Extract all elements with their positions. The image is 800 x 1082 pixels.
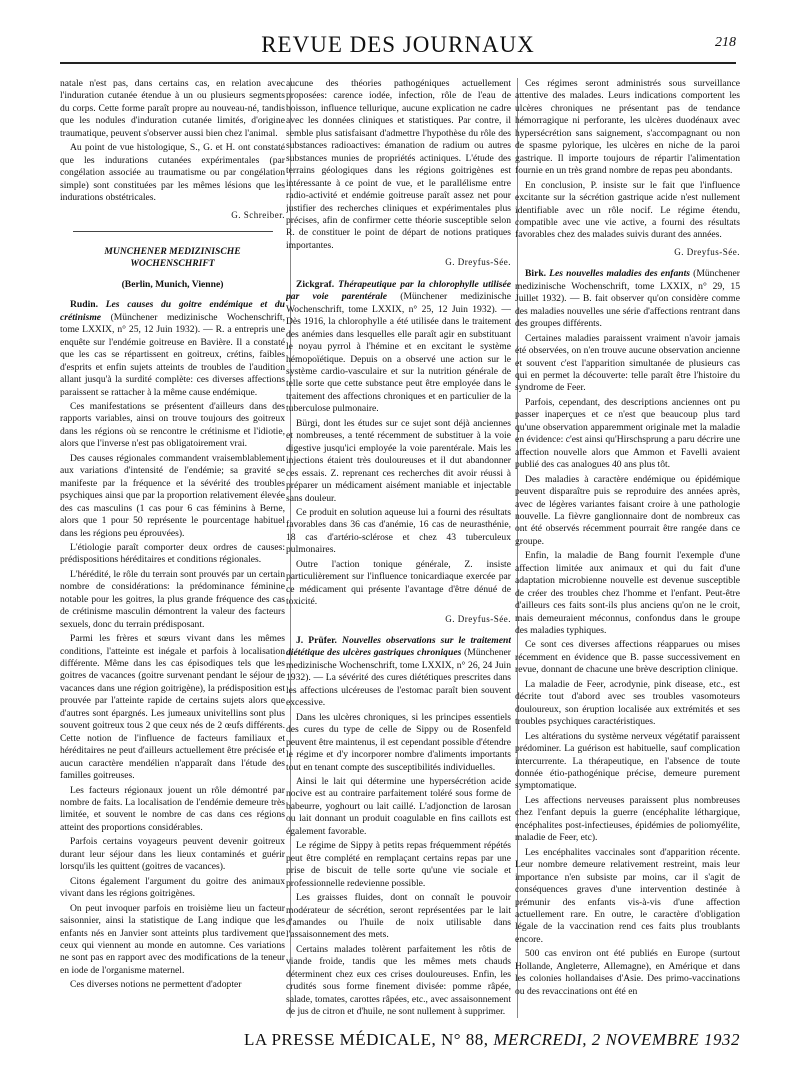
publication-name: LA PRESSE MÉDICALE, N° 88, bbox=[243, 1030, 489, 1049]
column-1 bbox=[60, 78, 285, 1018]
paragraph: Ainsi le lait qui détermine une hypersécrétion acide nocive est au contraire parfaitement toléré sous forme de babeurre, yoghourt ou lait caillé. L'adjonction de larosan ou lait donnant un produit coagulable en fins caillots est également favorable. bbox=[286, 776, 511, 837]
paragraph: Citons également l'argument du goitre des animaux vivant dans les régions goitrigènes. bbox=[60, 875, 285, 900]
paragraph: L'hérédité, le rôle du terrain sont prouvés par un certain nombre de considérations: la prédominance féminine notable pour les goitres, la plus grande fréquence des cas de crétinisme masculin démontrent la valeur des facteurs sexuels, donc du terrain prédisposant. bbox=[60, 568, 285, 630]
paragraph: L'étiologie paraît comporter deux ordres de causes: prédispositions héréditaires et conditions régionales. bbox=[60, 541, 285, 566]
paragraph: Parfois, cependant, des descriptions anciennes ont pu passer inaperçues et ce n'est que beaucoup plus tard qu'une observation apparemment originale met la maladie en évidence: c'est ainsi qu'Hirschsprung a paru décrire une affection nouvelle alors que Ammon et Favelli avaient publié des cas analogues 40 ans plus tôt. bbox=[515, 396, 740, 471]
signature: G. Schreiber. bbox=[231, 209, 285, 220]
paragraph: Des maladies à caractère endémique ou épidémique peuvent disparaître puis se reproduire des années après, avec de légères variantes faisant croire à une pathologie nouvelle. La fièvre ganglionnaire dont de nombreux cas ont été observés récemment pourrait être rangée dans ce groupe. bbox=[515, 473, 740, 547]
paragraph: Les graisses fluides, dont on connaît le pouvoir modérateur de sécrétion, seront représentées par le lait d'amandes ou l'huile de noix utilisable dans l'assaisonnement des mets. bbox=[286, 892, 511, 941]
paragraph: Ces régimes seront administrés sous surveillance attentive des malades. Leurs indications comportent les ulcères chroniques ne présentant pas de tendance hémorragique ni perforante, les ulcères duodénaux avec hypersécrétion sans saignement, s'accompagnant ou non de spasme pylorique, les ulcères en niche de la paroi gastrique. Il importe toujours de répartir l'alimentation fournie en un très grand nombre de repas peu abondants. bbox=[515, 78, 740, 177]
journal-name: WOCHENSCHRIFT bbox=[130, 258, 215, 270]
signature: G. Dreyfus-Sée. bbox=[674, 246, 740, 257]
article-title: Nouvelles observations sur le traitement diététique des ulcères gastriques chroniques bbox=[286, 635, 511, 659]
article-entry bbox=[60, 299, 285, 399]
paragraph: Enfin, la maladie de Bang fournit l'exemple d'une affection limitée aux animaux et qui du fait d'une adaptation microbienne nouvelle est devenue susceptible de créer des troubles chez l'homme et l'enfant. Peut-être d'ailleurs ces faits sont-ils plus anciens qu'on ne le croit, mais demeuraient méconnus, confondus dans le groupe des maladies typhiques. bbox=[515, 550, 740, 637]
paragraph: Bürgi, dont les études sur ce sujet sont déjà anciennes et nombreuses, a tenté récemment de substituer à la voie digestive jusqu'ici employée la voie parentérale. Mais les injections étaient très douloureuses et il dut abandonner ces essais. Z. reprenant ces recherches dit avoir réussi à préparer un médicament aisément maniable et injectable sans douleur. bbox=[286, 417, 511, 504]
signature: G. Dreyfus-Sée. bbox=[445, 257, 511, 268]
article-author: Zickgraf. bbox=[296, 278, 335, 290]
paragraph: Parmi les frères et sœurs vivant dans les mêmes conditions, l'atteinte est inégale et parfois à localisation différente. Même dans les cas épisodiques tels que les goitres de vacances (goitre survenant pendant le séjour de vacances dans une région goitrigène), la prédisposition est prouvée par l'atteinte rapide de certains sujets alors que d'autres sont épargnés. Les jumeaux univitellins sont plus souvent goitreux tous 2 que ceux nés de 2 œufs différents. Cette notion de l'influence de facteurs familiaux et héréditaires ne peut d'ailleurs actuellement être précisée et aucun caractère mendélien n'apparaît dans l'étude des familles goitreuses. bbox=[60, 633, 285, 782]
paragraph: Les altérations du système nerveux végétatif paraissent prédominer. La guérison est habituelle, sauf complication intercurrente. La thérapeutique, en l'absence de toute donnée étio-pathogénique précise, demeure purement symptomatique. bbox=[515, 730, 740, 792]
article-author: J. Prüfer. bbox=[296, 635, 337, 647]
separator bbox=[73, 231, 273, 232]
paragraph: Ce produit en solution aqueuse lui a fourni des résultats favorables dans 36 cas d'anémie, 16 cas de neurasthénie, 18 cas d'artério-sclérose et chez 43 tuberculeux pulmonaires. bbox=[286, 506, 511, 556]
article-entry bbox=[286, 635, 511, 710]
article-text: (Münchener medizinische Wochenschrift, tome LXXIX, n° 29, 15 Juillet 1932). — B. fait observer qu'on considère comme des maladies nouvelles une série d'affections rentrant dans des groupes différents. bbox=[515, 268, 740, 330]
article-text: (Münchener medizinische Wochenschrift, tome LXXIX, n° 25, 12 Juin 1932). — Dès 1916, la chlorophylle a été utilisée dans le traitement des anémies dans lesquelles elle paraît agir en substituant le noyau pyrrol à l'hémine et en excitant le système hémopoïétique. Depuis on a observé une action sur le système cardio-vasculaire et sur la nutrition générale de telle sorte que cette substance peut être employée dans le traitement des affections chroniques et en particulier de la tuberculose pulmonaire. bbox=[286, 291, 511, 415]
page-footer bbox=[160, 1030, 740, 1056]
journal-section-title: REVUE DES JOURNAUX bbox=[261, 32, 535, 57]
journal-location: (Berlin, Munich, Vienne) bbox=[121, 278, 224, 290]
paragraph: Le régime de Sippy à petits repas fréquemment répétés peut être complété en remplaçant certains repas par une prise de biscuit de telle sorte qu'une vie sociale et professionnelle redevienne possible. bbox=[286, 840, 511, 889]
paragraph: aucune des théories pathogéniques actuellement proposées: carence iodée, infection, rôle de l'eau de boisson, influence tellurique, aucune explication ne cadre avec les données cliniques et statistiques. Par contre, il semble plus satisfaisant d'admettre l'hypothèse du rôle des substances radioactives: émanation de radium ou autres substances munies de propriétés actiniques. L'étude des terrains géologiques dans les régions goitrigènes est intéressante à ce point de vue, et le parallélisme entre radio-activité et endémie goitreuse paraît assez net pour justifier des recherches cliniques et expérimentales plus précises, afin de confirmer cette théorie susceptible selon R. de constituer le point de départ de notions pratiques importantes. bbox=[286, 78, 511, 251]
article-text: (Münchener medizinische Wochenschrift, tome LXXIX, n° 26, 24 Juin 1932). — La sévérité des cures diététiques prescrites dans les affections ulcéreuses de l'estomac paraît bien souvent excessive. bbox=[286, 647, 511, 709]
article-author: Birk. bbox=[525, 268, 547, 280]
column-2 bbox=[286, 78, 511, 1018]
paragraph: Ce sont ces diverses affections réapparues ou mises récemment en évidence que B. passe successivement en revue, donnant de chacune une brève description clinique. bbox=[515, 639, 740, 676]
article-entry bbox=[515, 268, 740, 330]
paragraph: La maladie de Feer, acrodynie, pink disease, etc., est décrite tout d'abord avec ses troubles vasomoteurs douloureux, son éruption localisée aux extrémités et ses troubles psychiques caractéristiques. bbox=[515, 678, 740, 728]
paragraph: Ces diverses notions ne permettent d'adopter bbox=[70, 979, 242, 991]
page-header bbox=[60, 28, 736, 64]
paragraph: natale n'est pas, dans certains cas, en relation avec l'induration cutanée étendue à un ou plusieurs segments du corps. Cette forme paraît propre au nouveau-né, tandis que les nodules d'induration cutanée limités, d'origine traumatique, peuvent s'observer aussi bien chez l'animal. bbox=[60, 78, 285, 139]
paragraph: Au point de vue histologique, S., G. et H. ont constaté que les indurations cutanées expérimentales (par congélation associée au traumatisme ou par congélation simple) sont constituées par les mêmes lésions que les indurations obstétricales. bbox=[60, 142, 285, 204]
publication-date: MERCREDI, 2 NOVEMBRE 1932 bbox=[493, 1030, 740, 1049]
paragraph: 500 cas environ ont été publiés en Europe (surtout Hollande, Angleterre, Allemagne), en Amérique et dans les colonies hollandaises d'Asie. Des primo-vaccinations ou des revaccinations ont été en bbox=[515, 948, 740, 997]
paragraph: Certaines maladies paraissent vraiment n'avoir jamais été observées, on n'en trouve aucune observation ancienne et souvent c'est l'apparition simultanée de plusieurs cas qui en permet la découverte: telle paraît être l'histoire du syndrome de Feer. bbox=[515, 332, 740, 394]
paragraph: En conclusion, P. insiste sur le fait que l'influence excitante sur la sécrétion gastrique acide n'est nullement identifiable avec un rôle nocif. Le régime étendu, compatible avec une vie active, a fourni des résultats favorables chez des malades suivis durant des années. bbox=[515, 179, 740, 241]
article-entry bbox=[286, 279, 511, 416]
signature: G. Dreyfus-Sée. bbox=[445, 613, 511, 624]
article-author: Rudin. bbox=[70, 299, 98, 311]
article-text: (Münchener medizinische Wochenschrift, tome LXXIX, n° 25, 12 Juin 1932). — R. a entrepris une enquête sur l'endémie goitreuse en Bavière. Il a constaté que les cas se répartissent en goitreux, crétins, faibles d'esprits et enfin sujets atteints de troubles de l'audition allant jusqu'à la surdité complète: ces diverses affections paraissent se rattacher à la même cause endémique. bbox=[60, 311, 285, 398]
article-title: Les causes du goitre endémique et du crétinisme bbox=[60, 299, 285, 323]
paragraph: On peut invoquer parfois en troisième lieu un facteur saisonnier, ainsi la statistique de Lang indique que les enfants nés en Janvier sont atteints plus tardivement que ceux qui viennent au monde en automne. Ces variations ne sont pas en rapport avec des modifications de la teneur en iode de l'organisme maternel. bbox=[60, 902, 285, 976]
column-3 bbox=[515, 78, 740, 1018]
paragraph: Certains malades tolèrent parfaitement les rôtis de viande froide, tandis que les mêmes mets chauds déterminent chez eux ces crises douloureuses. Enfin, les crudités sous forme finement divisée: pomme râpée, salade, tomates, carottes râpées, etc., avec assaisonnement de jus de citron et d'huile, ne sont nullement à supprimer. bbox=[286, 943, 511, 1018]
paragraph: Ces manifestations se présentent d'ailleurs dans des rapports variables, ainsi on trouve toujours des goitreux dans les régions où se rencontre le crétinisme et l'idiotie, alors que l'inverse n'est pas obligatoirement vrai. bbox=[60, 400, 285, 450]
paragraph: Dans les ulcères chroniques, si les principes essentiels des cures du type de celle de Sippy ou de Rosenfeld peuvent être maintenus, il est cependant possible d'étendre le régime et d'y incorporer nombre d'aliments importants tout en tenant compte des susceptibilités individuelles. bbox=[286, 711, 511, 773]
paragraph: Les affections nerveuses paraissent plus nombreuses chez l'enfant depuis la guerre (encéphalite léthargique, encéphalites post-infectieuses, épidémies de poliomyélite, maladie de Feer, etc). bbox=[515, 794, 740, 844]
paragraph: Les encéphalites vaccinales sont d'apparition récente. Leur nombre demeure relativement restreint, mais leur importance n'en subsiste par moins, car il s'agit de conséquences graves d'une intervention destinée à prémunir des enfants vis-à-vis d'une affection actuellement rare. En outre, le caractère d'obligation légale de la vaccination rend ces faits plus troublants encore. bbox=[515, 846, 740, 945]
article-title: Thérapeutique par la chlorophylle utilisée par voie parentérale bbox=[286, 278, 511, 303]
paragraph: Des causes régionales commandent vraisemblablement aux variations d'intensité de l'endémie; sa gravité se manifeste par la fréquence et la sévérité des troubles psychiques ainsi que par la proportion relativement élevée des cas masculins (1 cas pour 6 cas féminins à Berne, alors que 1 pour 50 représente le pourcentage habituel dans les régions peu éprouvées). bbox=[60, 452, 285, 539]
paragraph: Outre l'action tonique générale, Z. insiste particulièrement sur l'influence tonicardiaque exercée par ce médicament qui présente l'avantage d'être dénué de toxicité. bbox=[286, 558, 511, 608]
page-number: 218 bbox=[715, 35, 736, 50]
journal-name: MUNCHENER MEDIZINISCHE bbox=[104, 245, 241, 257]
article-title: Les nouvelles maladies des enfants bbox=[549, 268, 691, 280]
paragraph: Les facteurs régionaux jouent un rôle démontré par nombre de faits. La localisation de l'endémie demeure très limitée, et souvent le nombre de cas dans ces régions atteint des proportions considérables. bbox=[60, 784, 285, 833]
paragraph: Parfois certains voyageurs peuvent devenir goitreux durant leur séjour dans les lieux contaminés et guérir lorsqu'ils les quittent (goitres de vacances). bbox=[60, 836, 285, 873]
